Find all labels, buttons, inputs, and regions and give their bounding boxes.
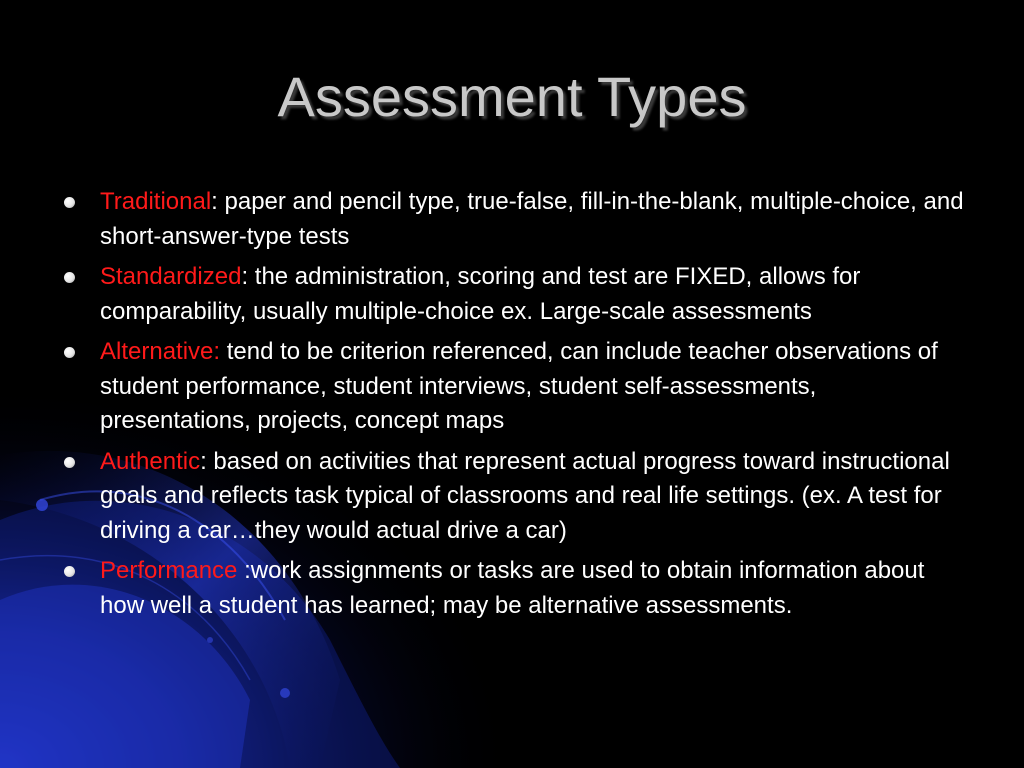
bullet-dot-icon xyxy=(64,566,75,577)
bullet-item-performance xyxy=(60,554,965,623)
bullet-item-standardized xyxy=(60,260,965,329)
bullet-item-authentic xyxy=(60,445,965,549)
bullet-text: : based on activities that represent actual progress toward instructional goals and reflects task typical of classrooms and real life settings. (ex. A test for driving a car…they would actual drive a car) xyxy=(100,447,950,544)
bullet-text: : the administration, scoring and test are FIXED, allows for comparability, usually multiple-choice ex. Large-scale assessments xyxy=(100,263,861,325)
bullet-term: Alternative: xyxy=(100,338,221,365)
bullet-text: : paper and pencil type, true-false, fill-in-the-blank, multiple-choice, and short-answer-type tests xyxy=(100,188,964,250)
bullet-dot-icon xyxy=(64,197,75,208)
bullet-term: Authentic xyxy=(100,447,201,475)
bullet-dot-icon xyxy=(64,347,75,358)
bullet-term: Standardized xyxy=(100,263,242,290)
bullet-item-traditional xyxy=(60,185,965,254)
bullet-dot-icon xyxy=(64,272,75,283)
bullet-term: Traditional xyxy=(100,188,212,215)
bullet-term: Performance xyxy=(100,557,245,584)
bullet-text: :work assignments or tasks are used to obtain information about how well a student has learned; may be alternative assessments. xyxy=(100,557,925,619)
bullet-item-alternative xyxy=(60,335,965,439)
bullet-list xyxy=(60,185,965,629)
bullet-dot-icon xyxy=(64,457,75,468)
bullet-text: tend to be criterion referenced, can include teacher observations of student performance, student interviews, student self-assessments, presentations, projects, concept maps xyxy=(100,338,938,434)
slide-title: Assessment Types xyxy=(277,65,747,128)
